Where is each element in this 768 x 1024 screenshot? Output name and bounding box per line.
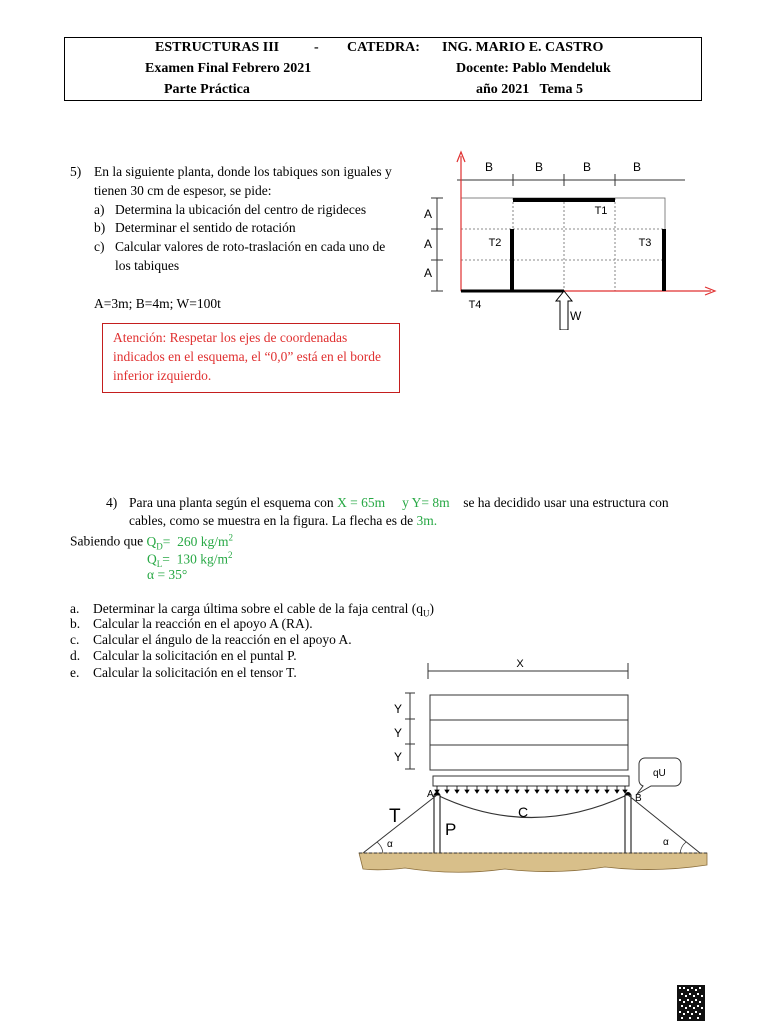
knowing-label: Sabiendo que	[70, 533, 147, 549]
wall-label-t1: T1	[594, 205, 608, 217]
task-b-letter: b.	[70, 616, 81, 631]
ground	[359, 853, 707, 872]
y-dimension-label: Y	[393, 702, 403, 716]
wall-label-t2: T2	[488, 237, 502, 249]
item-c-continuation: los tabiques	[115, 258, 180, 273]
problem4-line2-pre: cables, como se muestra en la figura. La flecha es de	[129, 513, 417, 528]
problem5-intro-2: tienen 30 cm de espesor, se pide:	[94, 183, 272, 198]
problem5-number: 5)	[70, 164, 82, 179]
tensor-label: T	[389, 806, 401, 827]
cable-label: C	[517, 804, 529, 820]
problem4-intro-post: se ha decidido usar una estructura con	[463, 495, 669, 510]
year-theme: año 2021 Tema 5	[476, 82, 583, 97]
problem4-intro-line	[129, 494, 669, 512]
task-e-letter: e.	[70, 665, 80, 680]
angle-label-left: α	[387, 839, 393, 850]
wall-label-t3: T3	[638, 237, 652, 249]
task-d-text: Calcular la solicitación en el puntal P.	[93, 648, 297, 663]
item-a-text: Determina la ubicación del centro de rigideces	[115, 202, 367, 217]
task-c-letter: c.	[70, 632, 80, 647]
load-bar	[433, 776, 629, 786]
qd-value: $Q_D= 260$ $kg/m^2$	[146, 532, 233, 552]
warning-line-3: inferior izquierdo.	[113, 368, 212, 383]
problem5-data: A=3m; B=4m; W=100t	[94, 296, 221, 311]
warning-line-1: Atención: Respetar los ejes de coordenadas	[113, 330, 348, 345]
exam-part: Parte Práctica	[164, 82, 250, 97]
strut-p	[434, 795, 440, 857]
b-label: B	[484, 160, 494, 174]
b-label: B	[534, 160, 544, 174]
task-b-text: Calcular la reacción en el apoyo A (RA).	[93, 616, 313, 631]
item-a-letter: a)	[94, 202, 105, 217]
item-b-letter: b)	[94, 220, 106, 235]
b-label: B	[632, 160, 642, 174]
qr-code-icon	[677, 985, 705, 1021]
a-label: A	[423, 266, 433, 280]
distributed-load-arrows-icon	[435, 786, 627, 793]
wall-label-t4: T4	[468, 299, 482, 311]
a-label: A	[423, 237, 433, 251]
exam-title: Examen Final Febrero 2021	[145, 61, 312, 76]
force-label: W	[570, 309, 582, 323]
problem4-number: 4)	[106, 495, 118, 510]
ql-value: $Q_L= 130$ $kg/m^2$	[147, 550, 233, 570]
item-c-letter: c)	[94, 239, 105, 254]
item-b-text: Determinar el sentido de rotación	[115, 220, 296, 235]
x-dimension-label: X	[516, 658, 524, 670]
angle-label-right: α	[663, 837, 669, 848]
warning-line-2: indicados en el esquema, el “0,0” está en el borde	[113, 349, 382, 364]
item-c-text: Calcular valores de roto-traslación en cada uno de	[115, 239, 386, 254]
task-e-text: Calcular la solicitación en el tensor T.	[93, 665, 297, 680]
cable-structure-diagram	[355, 655, 715, 905]
header-dash: -	[314, 40, 319, 55]
header-box	[64, 37, 702, 101]
task-c-text: Calcular el ángulo de la reacción en el apoyo A.	[93, 632, 352, 647]
support-b-label: B	[635, 793, 642, 804]
task-a-text: Determinar la carga última sobre el cable de la faja central $(q_U)$	[93, 601, 434, 619]
x-value: X = 65m	[337, 495, 386, 510]
problem4-intro-pre: Para una planta según el esquema con	[129, 495, 338, 510]
strut-label: P	[445, 820, 457, 839]
column-b	[625, 795, 631, 857]
chair-name: ING. MARIO E. CASTRO	[442, 40, 604, 55]
y-dimension-label: Y	[393, 750, 403, 764]
course-title: ESTRUCTURAS III	[155, 40, 280, 55]
floor-plan-diagram	[405, 148, 725, 330]
warning-box	[102, 323, 400, 393]
flecha-value: 3m.	[416, 513, 438, 528]
y-value: y Y= 8m	[402, 495, 450, 510]
plan-strips	[430, 695, 628, 770]
alpha-value: α = 35°	[147, 567, 188, 582]
cable-c	[437, 795, 627, 818]
problem5-intro-1: En la siguiente planta, donde los tabiques son iguales y	[94, 164, 392, 179]
task-d-letter: d.	[70, 648, 81, 663]
y-dimension-label: Y	[393, 726, 403, 740]
a-label: A	[423, 207, 433, 221]
task-a-letter: a.	[70, 601, 80, 616]
qu-label: qU	[653, 768, 666, 779]
support-a-label: A	[427, 789, 434, 800]
teacher-name: Docente: Pablo Mendeluk	[456, 61, 611, 76]
chair-label: CATEDRA:	[347, 40, 420, 55]
b-label: B	[582, 160, 592, 174]
